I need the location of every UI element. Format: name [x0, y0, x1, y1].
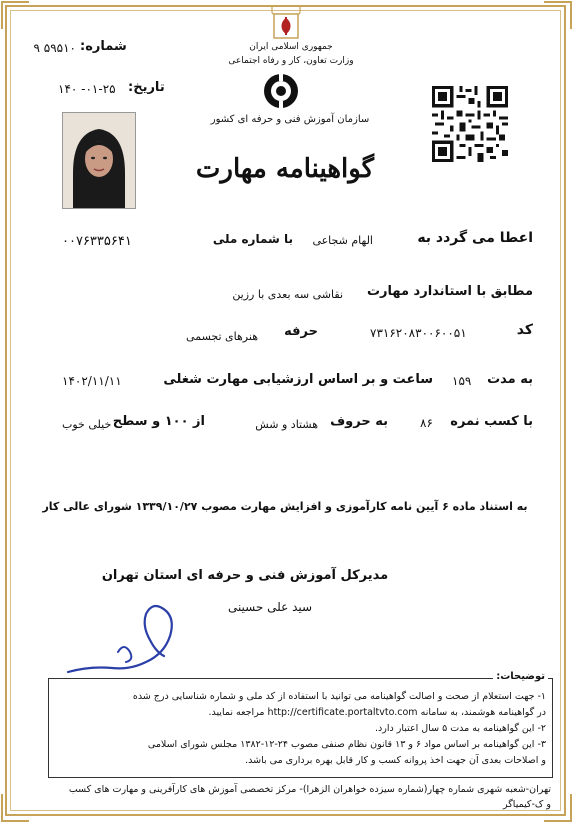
footer-line1: تهران-شعبه شهری شماره چهار(شماره سیزده خواهران الزهرا)- مرکز تخصصی آموزش های کارآفرینی و مهارت های کسب [68, 784, 551, 795]
emblem-icon [266, 2, 306, 42]
signature-mark [60, 596, 190, 686]
words-label: به حروف [330, 414, 388, 429]
awarded-value: الهام شجاعی [312, 234, 373, 247]
trade-value: هنرهای تجسمی [186, 330, 258, 343]
gov-line2: وزارت تعاون، کار و رفاه اجتماعی [228, 56, 354, 66]
duration-value: ۱۵۹ [452, 374, 472, 388]
level-value: خیلی خوب [62, 418, 112, 431]
corner-ornament [1, 1, 29, 29]
notes-box [48, 671, 553, 778]
signatory-title: مدیرکل آموزش فنی و حرفه ای استان تهران [101, 568, 389, 583]
notes-title: توضیحات: [493, 671, 548, 682]
national-id-value: ۰۰۷۶۳۳۵۶۴۱ [62, 234, 132, 249]
holder-photo [62, 112, 136, 209]
date-label: تاریخ: [128, 80, 165, 95]
note-line: ۳- این گواهینامه بر اساس مواد ۶ و ۱۳ قانون نظام صنفی مصوب ۲۴-۱۲-۱۳۸۲ مجلس شورای اسلامی [147, 739, 546, 750]
corner-ornament [1, 794, 29, 822]
note-line: ۲- این گواهینامه به مدت ۵ سال اعتبار دارد. [375, 723, 546, 734]
org-name: سازمان آموزش فنی و حرفه ای کشور [210, 114, 370, 125]
awarded-label: اعطا می گردد به [417, 230, 533, 246]
page-title: گواهینامه مهارت [195, 154, 375, 184]
out-of-label: از ۱۰۰ و سطح [112, 414, 205, 429]
trade-label: حرفه [284, 324, 318, 339]
date-value: ۱۴۰ -۰۱-۲۵ [58, 82, 116, 96]
number-value: ۹ ۵۹۵۱۰ [33, 41, 76, 55]
score-value: ۸۶ [420, 416, 433, 430]
gov-line1: جمهوری اسلامی ایران [249, 42, 333, 52]
tvto-logo-icon [262, 72, 300, 110]
assessment-date: ۱۴۰۲/۱۱/۱۱ [62, 374, 122, 388]
standard-value: نقاشی سه بعدی با رزین [232, 288, 343, 301]
standard-label: مطابق با استاندارد مهارت [366, 284, 533, 299]
note-line: و اصلاحات بعدی آن جهت اخذ پروانه کسب و کار قابل بهره برداری می باشد. [245, 755, 546, 766]
score-label: با کسب نمره [450, 414, 533, 429]
footer-line2: و ک-کیمیاگر [503, 799, 551, 810]
signatory-name: سید علی حسینی [227, 600, 313, 614]
code-value: ۷۳۱۶۲۰۸۳۰۰۶۰۰۵۱ [370, 326, 467, 340]
corner-ornament [544, 1, 572, 29]
national-id-label: با شماره ملی [212, 232, 293, 246]
note-line: در گواهینامه هوشمند، به سامانه http://certificate.portaltvto.com مراجعه نمایید. [208, 707, 546, 718]
regulation-text: به استناد ماده ۶ آیین نامه کارآموزی و افزایش مهارت مصوب ۱۳۳۹/۱۰/۲۷ شورای عالی کار [42, 500, 528, 513]
words-value: هشتاد و شش [255, 418, 318, 431]
qr-code-icon [432, 86, 508, 162]
note-line: ۱- جهت استعلام از صحت و اصالت گواهینامه می توانید با استفاده از کد ملی و شماره شناسایی درج شده [132, 691, 546, 702]
duration-label: به مدت [487, 372, 533, 387]
code-label: کد [516, 322, 533, 338]
assessment-label: ساعت و بر اساس ارزشیابی مهارت شغلی [163, 372, 433, 387]
number-label: شماره: [80, 39, 127, 54]
